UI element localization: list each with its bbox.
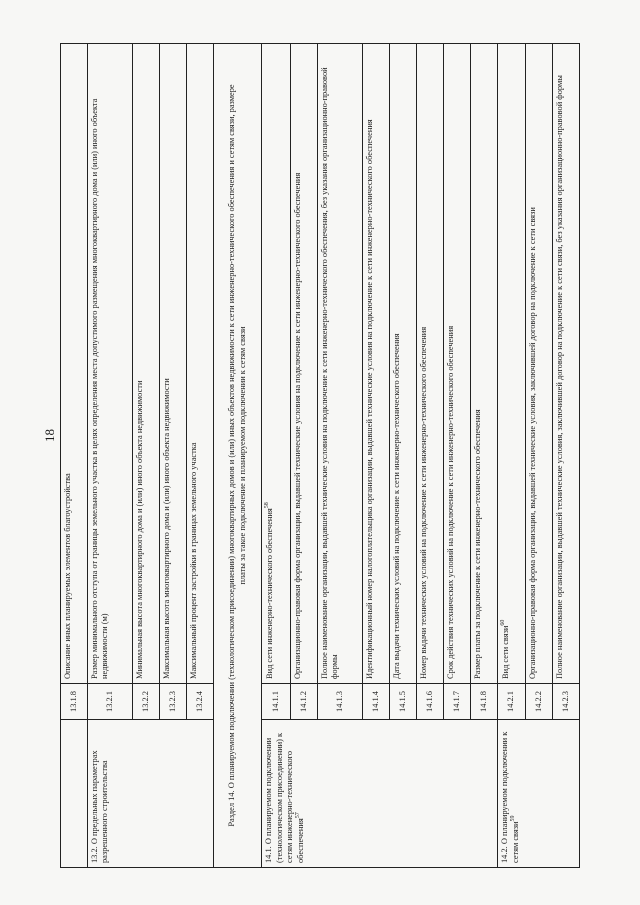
section-header-row	[213, 44, 262, 868]
table-row	[497, 44, 525, 868]
row-description	[497, 44, 525, 684]
row-code: 14.1.8	[470, 684, 497, 720]
row-text: Вид сети связи	[500, 625, 510, 679]
row-code: 13.2.4	[186, 684, 213, 720]
row-description: Организационно-правовая форма организации, выдавшей технические условия, заключившей договор на подключение к сети связи	[525, 44, 552, 684]
group-14-1-label	[262, 720, 497, 868]
row-code: 14.1.2	[290, 684, 317, 720]
row-code: 13.2.2	[133, 684, 160, 720]
footnote-marker: 57	[295, 812, 302, 819]
row-description: Организационно-правовая форма организации, выдавшей технические условия на подключение к сети инженерно-технического обеспечения	[290, 44, 317, 684]
row-code: 14.1.6	[416, 684, 443, 720]
row-description: Максимальный процент застройки в границах земельного участка	[186, 44, 213, 684]
row-description: Дата выдачи технических условий на подключение к сети инженерно-технического обеспечения	[389, 44, 416, 684]
section-14-title: Раздел 14. О планируемом подключении (технологическом присоединении) многоквартирных домов и (или) иных объектов недвижимости к сети инженерно-технического обеспечения и сетям связи, размере платы за такое подключение и планируемом подключении к сетям связи	[213, 44, 262, 868]
row-description	[262, 44, 290, 684]
row-code: 14.2.2	[525, 684, 552, 720]
group-14-2-text: 14.2. О планируемом подключении к сетям связи	[499, 731, 520, 863]
table-row	[262, 44, 290, 868]
row-code: 13.2.1	[87, 684, 132, 720]
row-description: Срок действия технических условий на подключение к сети инженерно-технического обеспечения	[443, 44, 470, 684]
group-cell	[61, 720, 88, 868]
row-code: 13.2.3	[159, 684, 186, 720]
row-description: Идентификационный номер налогоплательщика организации, выдавшей технические условия на подключение к сети инженерно-технического обеспечения	[362, 44, 389, 684]
footnote-marker: 58	[264, 502, 271, 509]
row-code: 14.1.4	[362, 684, 389, 720]
row-description: Минимальная высота многоквартирного дома и (или) иного объекта недвижимости	[133, 44, 160, 684]
row-description: Полное наименование организации, выдавшей технические условия на подключение к сети инженерно-технического обеспечения, без указания организационно-правовой формы	[317, 44, 362, 684]
row-description: Описание иных планируемых элементов благоустройства	[61, 44, 88, 684]
row-code: 14.2.3	[552, 684, 579, 720]
group-14-2-label	[497, 720, 579, 868]
table-sheet	[60, 43, 580, 868]
table-row	[87, 44, 132, 868]
footnote-marker: 60	[499, 619, 506, 626]
row-description: Номер выдачи технических условий на подключение к сети инженерно-технического обеспечения	[416, 44, 443, 684]
document-table	[60, 43, 580, 868]
row-code: 14.1.7	[443, 684, 470, 720]
row-code: 13.1.8	[61, 684, 88, 720]
row-description: Максимальная высота многоквартирного дома и (или) иного объекта недвижимости	[159, 44, 186, 684]
row-description: Размер платы за подключение к сети инженерно-технического обеспечения	[470, 44, 497, 684]
footnote-marker: 59	[509, 815, 516, 822]
row-text: Вид сети инженерно-технического обеспечения	[265, 508, 275, 679]
page-number: 18	[42, 429, 57, 442]
group-14-1-text: 14.1. О планируемом подключении (технологическом присоединении) к сетям инженерно-технического обеспечения	[264, 732, 306, 863]
row-code: 14.1.3	[317, 684, 362, 720]
group-13-2-label: 13.2. О предельных параметрах разрешенного строительства	[87, 720, 213, 868]
table-row	[61, 44, 88, 868]
row-description: Размер минимального отступа от границы земельного участка в целях определения места допустимого размещения многоквартирного дома и (или) иного объекта недвижимости (м)	[87, 44, 132, 684]
row-code: 14.1.1	[262, 684, 290, 720]
row-description: Полное наименование организации, выдавшей технические условия, заключившей договор на подключение к сети связи, без указания организационно-правовой формы	[552, 44, 579, 684]
row-code: 14.1.5	[389, 684, 416, 720]
row-code: 14.2.1	[497, 684, 525, 720]
